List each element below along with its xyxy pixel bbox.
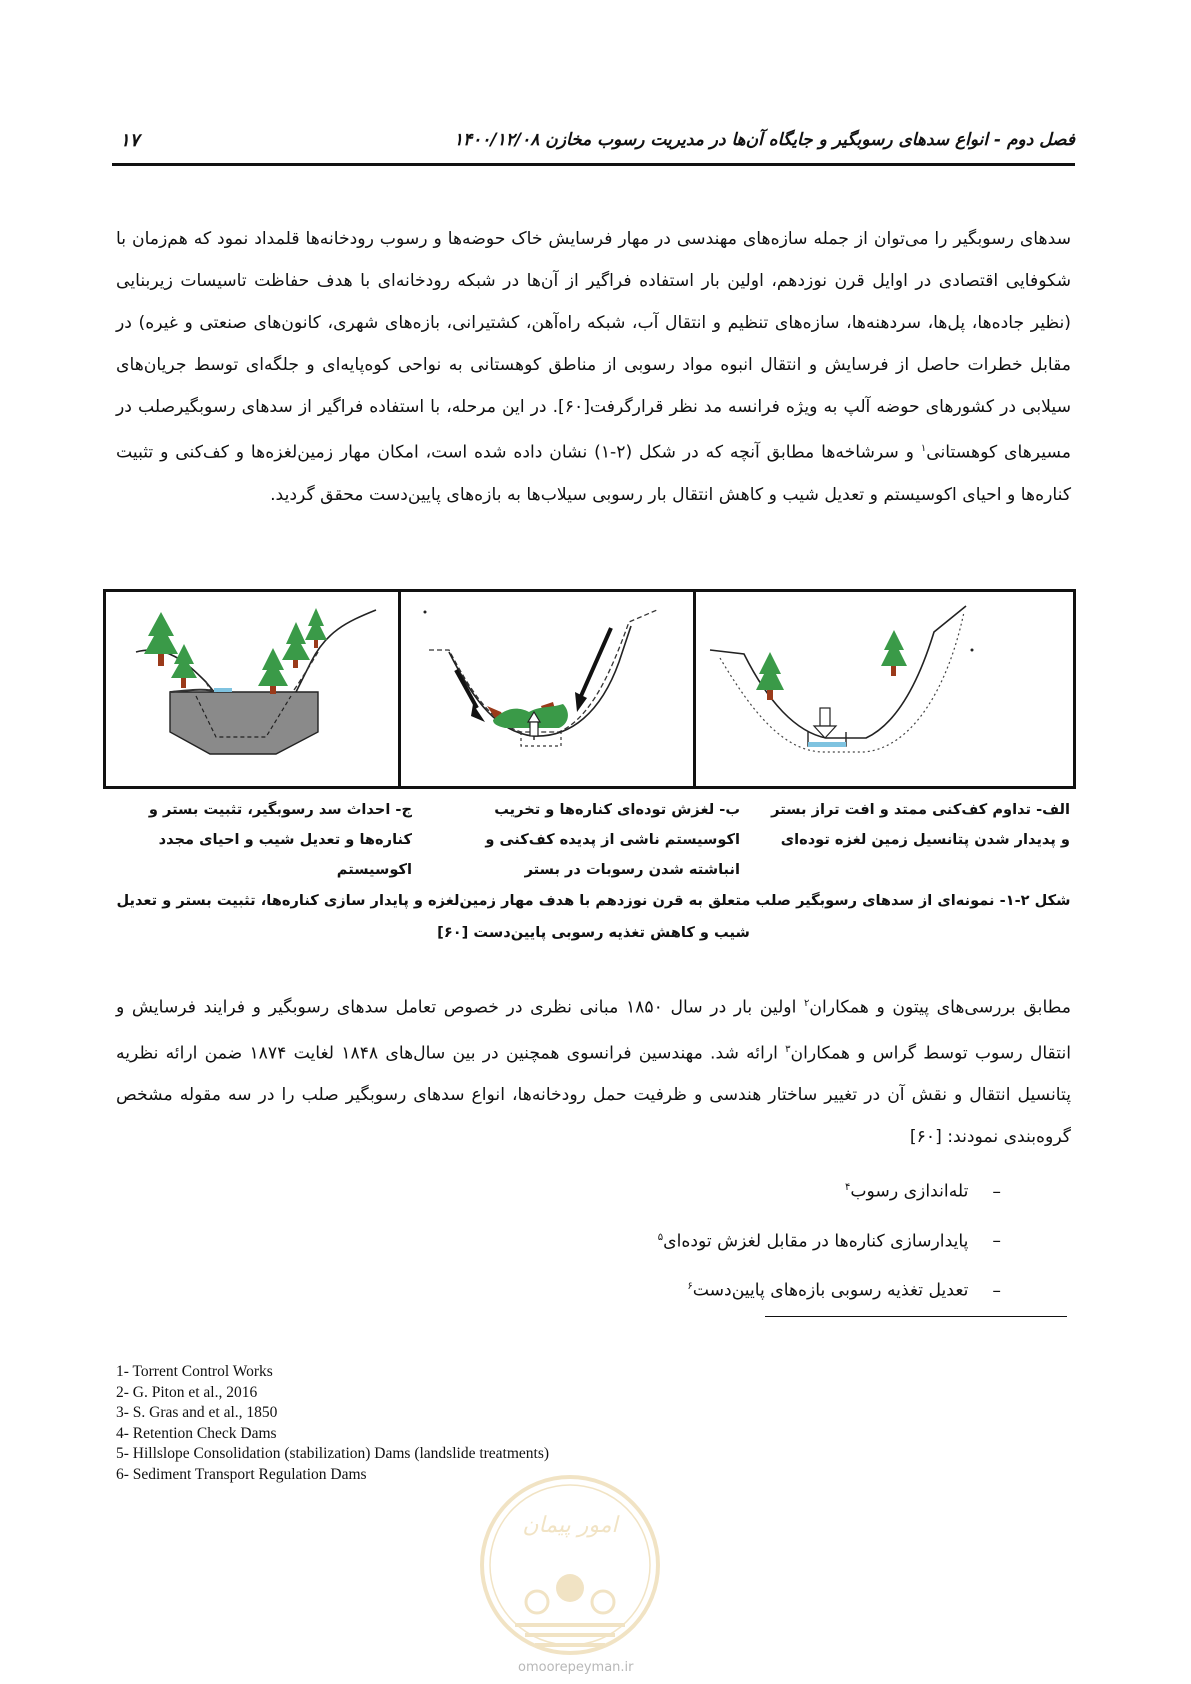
- page-header: [112, 126, 1075, 160]
- page-number: ۱۷: [120, 130, 140, 151]
- paragraph-text: مطابق بررسی‌های پیتون و همکاران: [809, 997, 1071, 1018]
- panel-c-svg: [106, 592, 398, 786]
- footnote-divider: [765, 1316, 1067, 1317]
- caption-panel-b: ب- لغزش توده‌ای کناره‌ها و تخریب اکوسیستم ناشی از پدیده کف‌کنی و انباشته شدن رسوبات در بستر: [485, 801, 740, 878]
- footnote-ref[interactable]: ۳: [785, 1043, 791, 1055]
- bullet-dash: –: [992, 1181, 1001, 1202]
- footnote-ref[interactable]: ۵: [657, 1231, 664, 1243]
- panel-c-diagram: [106, 592, 401, 786]
- dam-categories-list: [658, 1165, 1001, 1314]
- footnote-item: 1- Torrent Control Works: [116, 1363, 273, 1380]
- tree-icon: [881, 630, 907, 676]
- footnote-item: 5- Hillslope Consolidation (stabilization) Dams (landslide treatments): [116, 1445, 550, 1462]
- list-item: [658, 1264, 1001, 1314]
- paragraph-text: ارائه شد. مهندسین فرانسوی همچنین در بین سال‌های ۱۸۴۸ لغایت ۱۸۷۴ ضمن ارائه نظریه پتانسیل انتقال و نقش آن در تغییر ساختار هندسی و ظرفیت حمل رودخانه‌ها، انواع سدهای رسوبگیر صلب را در سه مقوله مشخص گروه‌بندی نمودند: [۶۰]: [116, 1043, 1071, 1148]
- bullet-dash: –: [992, 1231, 1001, 1252]
- footnotes-list: [116, 1362, 549, 1485]
- bullet-dash: –: [992, 1281, 1001, 1302]
- figure-subcaptions: [110, 795, 1070, 890]
- list-item-text: پایدارسازی کناره‌ها در مقابل لغزش توده‌ای: [663, 1231, 969, 1252]
- footnote-item: 4- Retention Check Dams: [116, 1424, 277, 1442]
- chapter-title: فصل دوم - انواع سدهای رسوبگیر و جایگاه آن‌ها در مدیریت رسوب مخازن ۱۴۰۰/۱۲/۰۸: [453, 130, 1075, 150]
- list-item: [658, 1215, 1001, 1265]
- history-paragraph: [116, 983, 1071, 1158]
- caption-panel-a: الف- تداوم کف‌کنی ممتد و افت تراز بستر و پدیدار شدن پتانسیل زمین لغزه توده‌ای: [771, 801, 1070, 848]
- tree-icon: [144, 612, 178, 666]
- footnote-ref[interactable]: ۱: [920, 443, 927, 454]
- tree-icon: [756, 652, 784, 700]
- paragraph-text: سدهای رسوبگیر را می‌توان از جمله سازه‌های مهندسی در مهار فرسایش خاک حوضه‌ها و رسوب رودخانه‌ها قلمداد نمود که هم‌زمان با شکوفایی اقتصادی در اوایل قرن نوزدهم، اولین بار استفاده فراگیر از آن‌ها در شبکه رودخانه‌ای با هدف حفاظت تاسیسات زیربنایی (نظیر جاده‌ها، پل‌ها، سردهنه‌ها، سازه‌های تنظیم و انتقال آب، شبکه راه‌آهن، کشتیرانی، بازه‌های شهری، کانون‌های صنعتی و غیره) در مقابل خطرات حاصل از فرسایش و انتقال انبوه مواد رسوبی از مناطق کوهستانی به نواحی کوه‌پایه‌ای و جلگه‌ای توسط جریان‌های سیلابی در کشورهای حوضه آلپ به ویژه فرانسه مد نظر قرارگرفت[۶۰]. در این مرحله، با استفاده فراگیر از سدهای رسوبگیرصلب در مسیرهای کوهستانی: [116, 229, 1072, 463]
- footnote-item: 2- G. Piton et al., 2016: [116, 1383, 258, 1401]
- footnote-item: 3- S. Gras and et al., 1850: [116, 1404, 278, 1421]
- panel-b-svg: [401, 592, 693, 786]
- header-divider: [112, 163, 1075, 166]
- footnote-ref[interactable]: ۴: [845, 1182, 851, 1193]
- list-item-text: تله‌اندازی رسوب: [850, 1181, 969, 1202]
- panel-a-svg: [696, 592, 1073, 786]
- tree-icon: [258, 648, 288, 694]
- figure-2-1: [103, 589, 1076, 789]
- list-item: [658, 1165, 1001, 1215]
- intro-paragraph: [116, 218, 1071, 516]
- footnote-item: 6- Sediment Transport Regulation Dams: [116, 1465, 367, 1483]
- watermark-site: omoorepeyman.ir: [518, 1660, 634, 1675]
- tree-icon: [282, 622, 310, 668]
- watermark-logo: [475, 1470, 665, 1660]
- paragraph-text: و سرشاخه‌ها مطابق آنچه که در شکل (۲-۱) نشان داده شده است، امکان مهار زمین‌لغزه‌ها و کف‌کنی و تثبیت کناره‌ها و احیای اکوسیستم و تعدیل شیب و کاهش انتقال بار رسوبی سیلاب‌ها به بازه‌های پایین‌دست محقق گردید.: [116, 442, 1071, 505]
- down-arrow-icon: [814, 708, 836, 738]
- footnote-ref[interactable]: ۶: [687, 1281, 693, 1293]
- footnote-ref[interactable]: ۲: [804, 998, 810, 1009]
- panel-a-diagram: [696, 592, 1073, 786]
- watermark-logo-text: امور پیمان: [522, 1513, 618, 1538]
- caption-panel-c: ج- احداث سد رسوبگیر، تثبیت بستر و کناره‌ها و تعدیل شیب و احیای مجدد اکوسیستم: [148, 801, 412, 878]
- figure-caption: شکل ۲-۱- نمونه‌ای از سدهای رسوبگیر صلب متعلق به قرن نوزدهم با هدف مهار زمین‌لغزه و پایدار سازی کناره‌ها، تثبیت بستر و تعدیل شیب و کاهش تغذیه رسوبی پایین‌دست [۶۰]: [116, 892, 1071, 941]
- panel-b-diagram: [401, 592, 696, 786]
- list-item-text: تعدیل تغذیه رسوبی بازه‌های پایین‌دست: [692, 1281, 969, 1302]
- paragraph-text: اولین بار در سال ۱۸۵۰ مبانی نظری در خصوص تعامل سدهای رسوبگیر و فرایند فرسایش و انتقال رسوب توسط گراس و همکاران: [116, 997, 1071, 1064]
